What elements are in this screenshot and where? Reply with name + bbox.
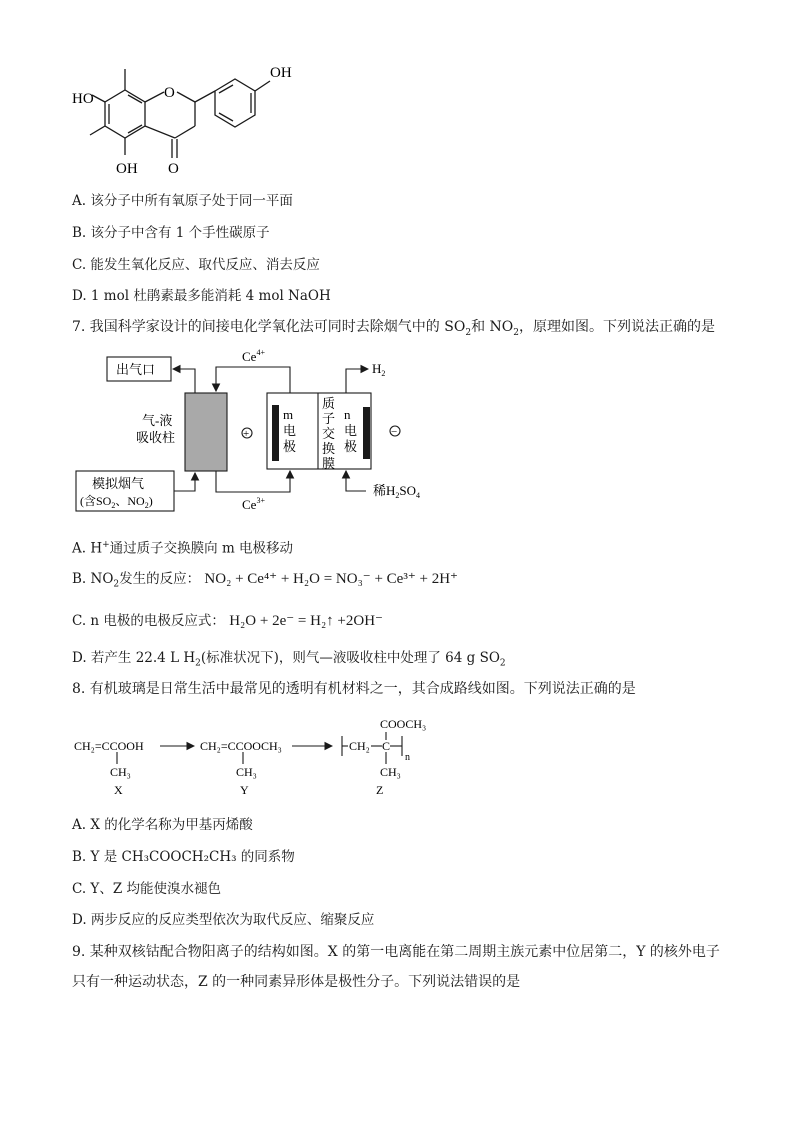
y-formula: CH₂=CCOOCH₃ [200, 739, 282, 753]
z-repeat-n: n [405, 752, 410, 763]
membrane-char-1: 质 [322, 396, 336, 411]
flue-gas-label-1: 模拟烟气 [92, 476, 145, 491]
oh-bottom-label: OH [116, 161, 138, 177]
n-electrode-char-1: n [344, 407, 351, 422]
plus-sign: + [243, 428, 250, 440]
m-electrode-char-3: 极 [283, 439, 297, 454]
z-quaternary-carbon: C [382, 739, 391, 753]
x-formula: CH₂=CCOOH [74, 739, 144, 753]
oh-top-label: OH [270, 65, 292, 81]
column-label-1: 气-液 [142, 413, 173, 428]
flue-gas-label-2: (含$SO_2$、$NO_2$) [80, 494, 153, 510]
outlet-label: 出气口 [116, 362, 156, 377]
y-label: Y [240, 783, 249, 797]
x-label: X [114, 783, 123, 797]
ho-left-label: HO [72, 91, 94, 107]
membrane-char-3: 交 [322, 426, 336, 441]
m-electrode-char-2: 电 [283, 423, 297, 438]
q7-option-a: A. H+通过质子交换膜向 m 电极移动 [72, 540, 294, 557]
flavanone-structure [60, 55, 320, 185]
q7-option-c-equation: H₂O + 2e⁻ = H₂↑ +2OH⁻ [229, 613, 383, 629]
q7-option-b: B. $NO_2$发生的反应： NO₂ + Ce⁴⁺ + H₂O = NO₃⁻ + Ce³⁺ + 2H⁺ [72, 571, 458, 590]
q7-option-c: C. n 电极的电极反应式： H₂O + 2e⁻ = H₂↑ +2OH⁻ [72, 613, 383, 629]
m-electrode-plate [272, 405, 279, 461]
ce3-label: $Ce^{3+}$ [242, 496, 265, 512]
n-electrode-plate [363, 407, 370, 459]
minus-sign: − [391, 426, 398, 438]
q9-stem-line-2: 只有一种运动状态，Z 的一种同素异形体是极性分子。下列说法错误的是 [72, 974, 521, 990]
q8-option-c: C. Y、Z 均能使溴水褪色 [72, 881, 222, 897]
n-electrode-char-2: 电 [344, 423, 358, 438]
x-methyl: CH₃ [110, 765, 131, 779]
membrane-char-4: 换 [322, 441, 336, 456]
q9-stem-line-1: 9. 某种双核钴配合物阳离子的结构如图。X 的第一电离能在第二周期主族元素中位居第二，Y 的核外电子 [72, 944, 720, 960]
synthesis-route [70, 712, 450, 820]
q6-option-b: B. 该分子中含有 1 个手性碳原子 [72, 225, 270, 241]
membrane-char-2: 子 [322, 411, 336, 426]
z-label: Z [376, 783, 384, 797]
membrane-char-5: 膜 [322, 456, 336, 471]
z-ester-group: COOCH₃ [380, 717, 427, 731]
q6-option-a: A. 该分子中所有氧原子处于同一平面 [72, 193, 293, 209]
ring-oxygen-label: O [164, 85, 175, 101]
column-label-2: 吸收柱 [136, 430, 176, 445]
n-electrode-char-3: 极 [344, 439, 358, 454]
h2-label: $H_2$ [372, 361, 386, 378]
q6-option-c: C. 能发生氧化反应、取代反应、消去反应 [72, 257, 320, 273]
z-methylene: CH₂ [349, 739, 370, 753]
ketone-oxygen-label: O [168, 161, 179, 177]
q8-option-b: B. Y 是 CH₃COOCH₂CH₃ 的同系物 [72, 849, 295, 865]
m-electrode-char-1: m [283, 407, 294, 422]
ce4-label: $Ce^{4+}$ [242, 348, 265, 364]
y-methyl: CH₃ [236, 765, 257, 779]
q7-option-b-equation: NO₂ + Ce⁴⁺ + H₂O = NO₃⁻ + Ce³⁺ + 2H⁺ [204, 571, 458, 587]
electrochemical-diagram [70, 345, 450, 515]
q8-stem: 8. 有机玻璃是日常生活中最常见的透明有机材料之一，其合成路线如图。下列说法正确的是 [72, 681, 636, 697]
dilute-acid-label: 稀$H_2SO_4$ [373, 483, 421, 500]
q8-option-d: D. 两步反应的反应类型依次为取代反应、缩聚反应 [72, 912, 375, 928]
q7-stem: 7. 我国科学家设计的间接电化学氧化法可同时去除烟气中的 $SO_2$和 $NO_2$，原理如图。下列说法正确的是 [72, 319, 715, 338]
q7-option-d: D. 若产生 22.4 L $H_2$(标准状况下)，则气—液吸收柱中处理了 64 g $SO_2$ [72, 650, 506, 669]
z-methyl: CH₃ [380, 765, 401, 779]
q8-option-a: A. X 的化学名称为甲基丙烯酸 [72, 817, 253, 833]
q6-option-d: D. 1 mol 杜鹃素最多能消耗 4 mol NaOH [72, 288, 331, 304]
